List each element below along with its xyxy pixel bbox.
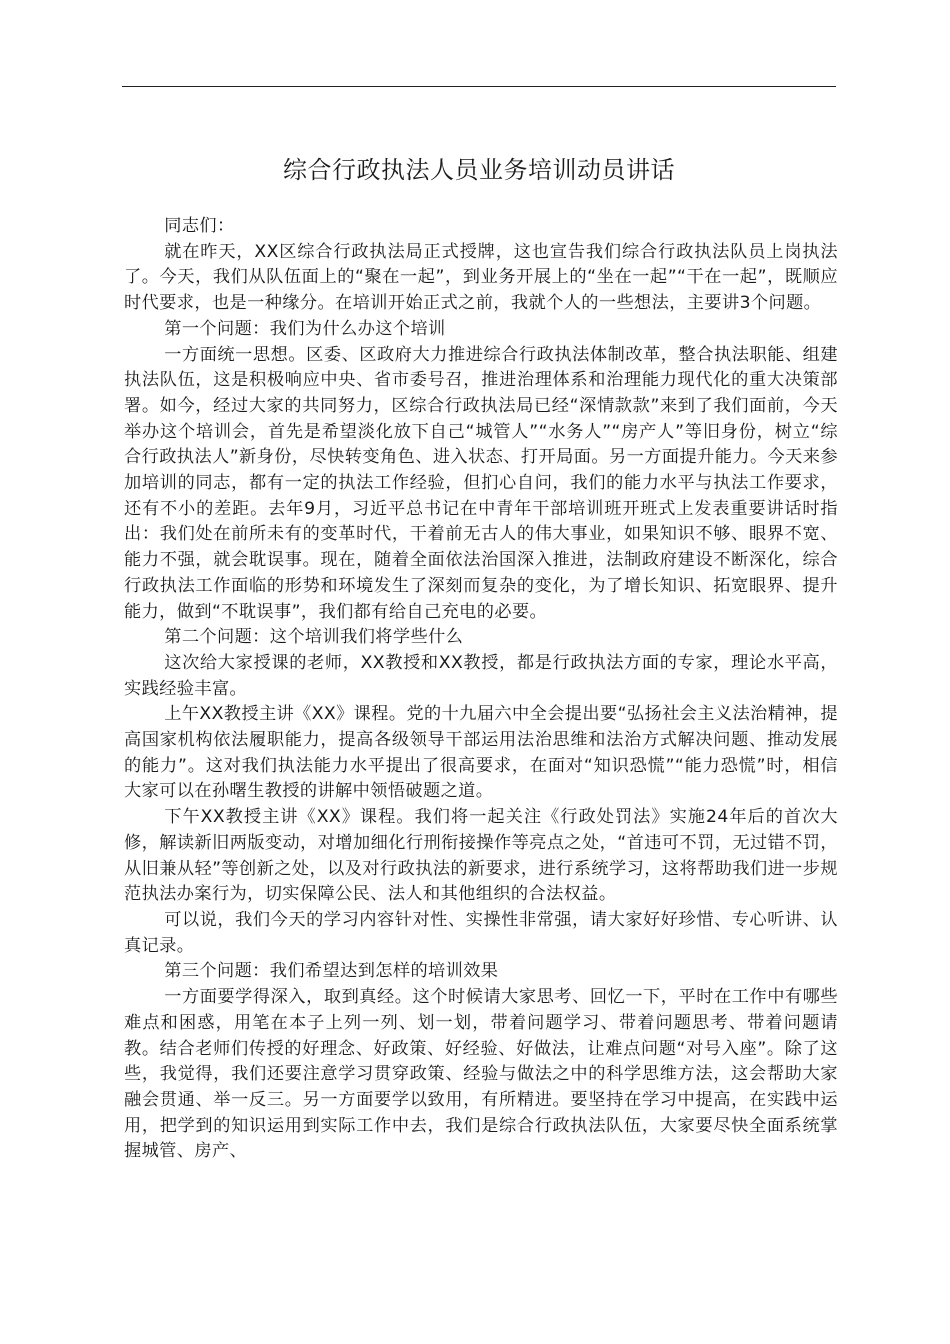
document-title: 综合行政执法人员业务培训动员讲话 [283, 156, 675, 184]
body-paragraph: 上午XX教授主讲《XX》课程。党的十九届六中全会提出要“弘扬社会主义法治精神，提高国家机构依法履职能力，提高各级领导干部运用法治思维和法治方式解决问题、推动发展的能力”。这对我们执法能力水平提出了很高要求，在面对“知识恐慌”“能力恐慌”时，相信大家可以在孙曙生教授的讲解中领悟破题之道。 [124, 704, 838, 802]
section-heading-3: 第三个问题：我们希望达到怎样的培训效果 [164, 961, 499, 982]
body-paragraph: 一方面统一思想。区委、区政府大力推进综合行政执法体制改革，整合执法职能、组建执法队伍，这是积极响应中央、省市委号召，推进治理体系和治理能力现代化的重大决策部署。如今，经过大家的共同努力，区综合行政执法局已经“深情款款”来到了我们面前，今天举办这个培训会，首先是希望淡化放下自己“城管人”“水务人”“房产人”等旧身份，树立“综合行政执法人”新身份，尽快转变角色、进入状态、打开局面。另一方面提升能力。今天来参加培训的同志，都有一定的执法工作经验，但扪心自问，我们的能力水平与执法工作要求，还有不小的差距。去年9月，习近平总书记在中青年干部培训班开班式上发表重要讲话时指出：我们处在前所未有的变革时代，干着前无古人的伟大事业，如果知识不够、眼界不宽、能力不强，就会耽误事。现在，随着全面依法治国深入推进，法制政府建设不断深化，综合行政执法工作面临的形势和环境发生了深刻而复杂的变化，为了增长知识、拓宽眼界、提升能力，做到“不耽误事”，我们都有给自己充电的必要。 [124, 344, 838, 622]
body-paragraph: 可以说，我们今天的学习内容针对性、实操性非常强，请大家好好珍惜、专心听讲、认真记录。 [124, 909, 838, 956]
body-paragraph: 一方面要学得深入，取到真经。这个时候请大家思考、回忆一下，平时在工作中有哪些难点和困惑，用笔在本子上列一列、划一划，带着问题学习、带着问题思考、带着问题请教。结合老师们传授的好理念、好政策、好经验、好做法，让难点问题“对号入座”。除了这些，我觉得，我们还要注意学习贯穿政策、经验与做法之中的科学思维方法，这会帮助大家融会贯通、举一反三。另一方面要学以致用，有所精进。要坚持在学习中提高，在实践中运用，把学到的知识运用到实际工作中去，我们是综合行政执法队伍，大家要尽快全面系统掌握城管、房产、 [124, 987, 838, 1162]
section-heading-1: 第一个问题：我们为什么办这个培训 [164, 318, 446, 339]
salutation: 同志们： [164, 216, 235, 236]
header-rule [122, 86, 836, 87]
document-body [124, 214, 838, 1165]
body-paragraph: 下午XX教授主讲《XX》课程。我们将一起关注《行政处罚法》实施24年后的首次大修，解读新旧两版变动，对增加细化行刑衔接操作等亮点之处，“首违可不罚，无过错不罚，从旧兼从轻”等创新之处，以及对行政执法的新要求，进行系统学习，这将帮助我们进一步规范执法办案行为，切实保障公民、法人和其他组织的合法权益。 [124, 807, 838, 905]
section-heading-2: 第二个问题：这个培训我们将学些什么 [164, 627, 464, 648]
body-paragraph: 这次给大家授课的老师，XX教授和XX教授，都是行政执法方面的专家，理论水平高，实践经验丰富。 [124, 652, 838, 699]
intro-paragraph: 就在昨天，XX区综合行政执法局正式授牌，这也宣告我们综合行政执法队员上岗执法了。今天，我们从队伍面上的“聚在一起”，到业务开展上的“坐在一起”“干在一起”，既顺应时代要求，也是一种缘分。在培训开始正式之前，我就个人的一些想法，主要讲3个问题。 [124, 241, 838, 314]
